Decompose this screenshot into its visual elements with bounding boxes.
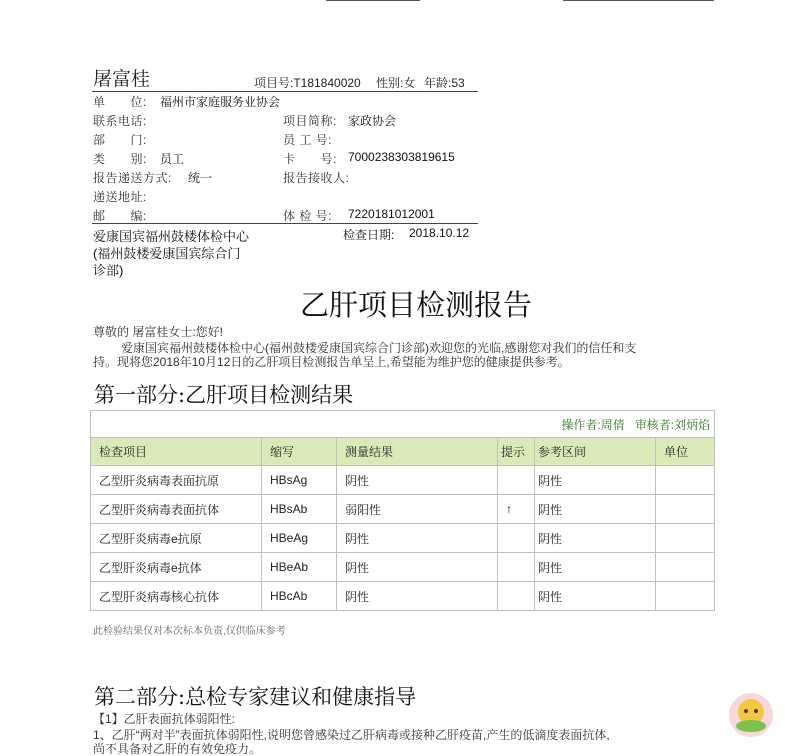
reviewer: 审核者:刘炳焰 xyxy=(634,417,711,432)
center-name-line3: 诊部) xyxy=(93,263,124,278)
exam-no-label: 体 检 号: xyxy=(283,209,333,223)
table-operators-row xyxy=(91,411,715,438)
cell-unit xyxy=(656,524,715,553)
header-reference: 参考区间 xyxy=(535,438,656,466)
divider xyxy=(92,223,478,224)
top-edge-line xyxy=(326,0,420,1)
unit-value: 福州市家庭服务业协会 xyxy=(160,95,281,109)
cell-unit xyxy=(656,466,715,495)
cell-result: 阴性 xyxy=(337,553,498,582)
cell-unit xyxy=(656,582,715,611)
receiver-label: 报告接收人: xyxy=(283,171,350,185)
report-title: 乙肝项目检测报告 xyxy=(300,288,533,322)
disclaimer: 此检验结果仅对本次标本负责,仅供临床参考 xyxy=(93,626,286,637)
part1-title: 第一部分:乙肝项目检测结果 xyxy=(94,383,354,407)
category-label: 类 别: xyxy=(93,152,147,166)
cell-abbr: HBcAb xyxy=(262,582,337,611)
postcode-label: 邮 编: xyxy=(93,209,147,223)
cell-abbr: HBsAb xyxy=(262,495,337,524)
cell-result: 阴性 xyxy=(337,524,498,553)
cell-result: 弱阳性 xyxy=(337,495,498,524)
header-item: 检查项目 xyxy=(91,438,262,466)
operator: 操作者:周倩 xyxy=(561,417,625,432)
employee-no-label: 员 工 号: xyxy=(283,133,333,147)
cell-item: 乙型肝炎病毒表面抗原 xyxy=(91,466,262,495)
exam-date-label: 检查日期: xyxy=(343,228,395,242)
unit-label: 单 位: xyxy=(93,95,147,109)
table-row xyxy=(91,553,715,582)
address-label: 递送地址: xyxy=(93,190,147,204)
brand-logo-icon xyxy=(726,690,776,740)
results-table xyxy=(90,410,715,611)
cell-flag xyxy=(498,553,535,582)
cell-flag: ↑ xyxy=(498,495,535,524)
advice-line-2: 尚不具备对乙肝的有效免疫力。 xyxy=(93,742,262,756)
exam-date-value: 2018.10.12 xyxy=(409,226,470,240)
cell-reference: 阴性 xyxy=(535,553,656,582)
table-row xyxy=(91,524,715,553)
delivery-value: 统一 xyxy=(188,171,213,185)
center-name-line2: (福州鼓楼爱康国宾综合门 xyxy=(93,246,241,261)
cell-abbr: HBsAg xyxy=(262,466,337,495)
cell-abbr: HBeAb xyxy=(262,553,337,582)
header-abbr: 缩写 xyxy=(262,438,337,466)
cell-flag xyxy=(498,466,535,495)
advice-line-1: 1、乙肝“两对半”表面抗体弱阳性,说明您曾感染过乙肝病毒或接种乙肝疫苗,产生的低滴度表面抗体, xyxy=(93,728,610,742)
cell-item: 乙型肝炎病毒核心抗体 xyxy=(91,582,262,611)
delivery-label: 报告递送方式: xyxy=(93,171,172,185)
part2-title: 第二部分:总检专家建议和健康指导 xyxy=(94,685,417,709)
header-result: 测量结果 xyxy=(337,438,498,466)
table-row xyxy=(91,495,715,524)
cell-reference: 阴性 xyxy=(535,495,656,524)
cell-unit xyxy=(656,553,715,582)
exam-no-value: 7220181012001 xyxy=(348,207,435,221)
intro-line-2: 持。现将您2018年10月12日的乙肝项目检测报告单呈上,希望能为维护您的健康提供参考。 xyxy=(93,355,570,369)
divider xyxy=(92,91,478,92)
cell-result: 阴性 xyxy=(337,582,498,611)
table-row xyxy=(91,466,715,495)
phone-label: 联系电话: xyxy=(93,114,147,128)
cell-flag xyxy=(498,524,535,553)
cell-flag xyxy=(498,582,535,611)
table-header-row xyxy=(91,438,715,466)
header-flag: 提示 xyxy=(498,438,535,466)
cell-item: 乙型肝炎病毒e抗原 xyxy=(91,524,262,553)
greeting: 尊敬的 屠富桂女士:您好! xyxy=(93,325,224,339)
top-edge-line xyxy=(563,0,714,1)
gender: 性别:女 xyxy=(376,76,416,90)
cell-abbr: HBeAg xyxy=(262,524,337,553)
header-unit: 单位 xyxy=(656,438,715,466)
center-name-line1: 爱康国宾福州鼓楼体检中心 xyxy=(93,229,250,244)
project-short-value: 家政协会 xyxy=(348,114,397,128)
cell-reference: 阴性 xyxy=(535,582,656,611)
table-row xyxy=(91,582,715,611)
operators-cell xyxy=(91,411,715,438)
cell-unit xyxy=(656,495,715,524)
project-number: 项目号:T181840020 xyxy=(254,76,361,90)
card-value: 7000238303819615 xyxy=(348,150,455,164)
intro-line-1: 爱康国宾福州鼓楼体检中心(福州鼓楼爱康国宾综合门诊部)欢迎您的光临,感谢您对我们的信任和支 xyxy=(121,341,637,355)
cell-item: 乙型肝炎病毒表面抗体 xyxy=(91,495,262,524)
cell-item: 乙型肝炎病毒e抗体 xyxy=(91,553,262,582)
category-value: 员工 xyxy=(160,152,185,166)
age: 年龄:53 xyxy=(424,76,465,90)
project-short-label: 项目简称: xyxy=(283,114,337,128)
cell-reference: 阴性 xyxy=(535,466,656,495)
patient-name: 屠富桂 xyxy=(93,69,151,90)
cell-result: 阴性 xyxy=(337,466,498,495)
dept-label: 部 门: xyxy=(93,133,147,147)
advice-heading: 【1】乙肝表面抗体弱阳性: xyxy=(93,712,236,726)
card-label: 卡 号: xyxy=(283,152,337,166)
cell-reference: 阴性 xyxy=(535,524,656,553)
